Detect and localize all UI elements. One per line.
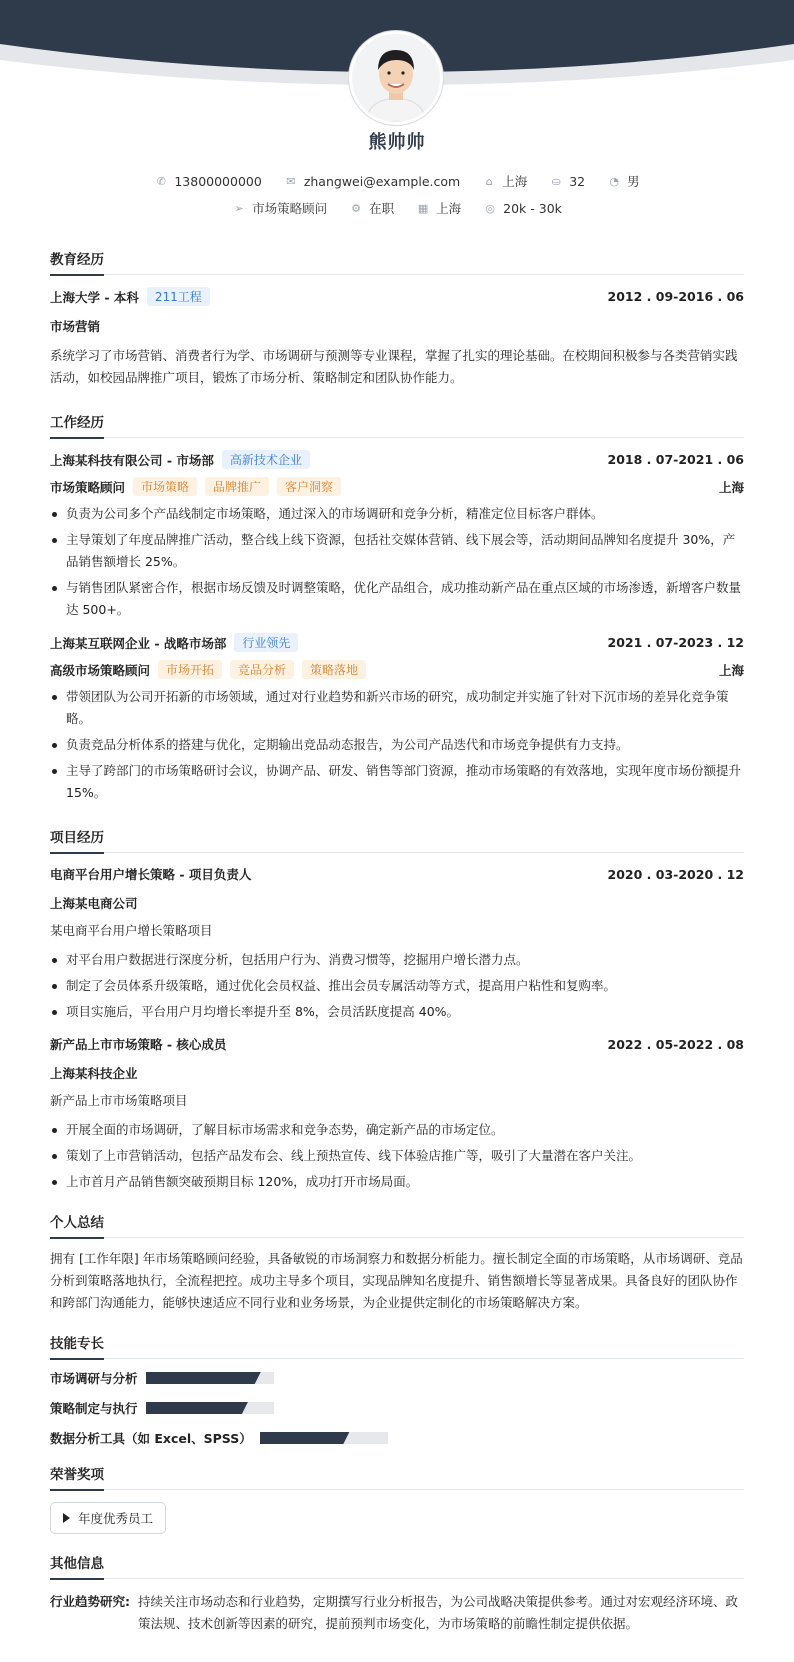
work-skill-tag: 市场策略 <box>133 477 197 496</box>
section-education: 教育经历 <box>50 248 744 275</box>
skill-item <box>50 1399 405 1417</box>
education-major: 市场营销 <box>50 319 101 334</box>
building-icon: ▦ <box>417 201 429 215</box>
work-period: 2021 . 07-2023 . 12 <box>607 635 744 650</box>
project-period: 2022 . 05-2022 . 08 <box>607 1036 744 1052</box>
skill-bar-fill <box>146 1372 261 1384</box>
other-key: 行业趋势研究: <box>50 1594 130 1609</box>
work-skill-tag: 客户洞察 <box>277 477 341 496</box>
section-skills: 技能专长 <box>50 1332 744 1359</box>
age-text: 32 <box>569 173 586 189</box>
skill-bar-fill <box>146 1402 248 1414</box>
resume-content <box>50 248 744 1635</box>
salary-text: 20k - 30k <box>503 200 562 216</box>
skill-name: 策略制定与执行 <box>50 1401 138 1416</box>
skill-bar <box>260 1432 388 1444</box>
avatar <box>349 31 443 125</box>
triangle-right-icon <box>63 1513 70 1523</box>
work-skill-tag: 市场开拓 <box>158 660 222 679</box>
salary-item <box>483 201 562 216</box>
list-item: 策划了上市营销活动，包括产品发布会、线上预热宣传、线下体验店推广等，吸引了大量潜在客户关注。 <box>50 1145 744 1167</box>
skill-item <box>50 1429 405 1447</box>
award-item[interactable] <box>50 1502 166 1534</box>
work-bullets <box>50 686 744 804</box>
home-icon: ⌂ <box>485 174 493 188</box>
send-icon: ➢ <box>234 201 244 215</box>
cake-icon: ⛀ <box>551 174 561 188</box>
list-item: 主导策划了年度品牌推广活动，整合线上线下资源，包括社交媒体营销、线下展会等，活动期间品牌知名度提升 30%，产品销售额增长 25%。 <box>50 529 744 573</box>
project-company: 上海某科技企业 <box>50 1066 138 1081</box>
skill-name: 数据分析工具（如 Excel、SPSS） <box>50 1431 252 1446</box>
list-item: 开展全面的市场调研，了解目标市场需求和竞争态势，确定新产品的市场定位。 <box>50 1119 744 1141</box>
education-tag: 211工程 <box>147 287 210 306</box>
phone-text: 13800000000 <box>174 173 262 189</box>
work-bullets <box>50 503 744 621</box>
city-text: 上海 <box>502 174 528 189</box>
gender-icon: ◔ <box>609 174 619 188</box>
project-name: 新产品上市市场策略 - 核心成员 <box>50 1037 227 1052</box>
skill-name: 市场调研与分析 <box>50 1371 138 1386</box>
work-city: 上海 <box>718 479 744 495</box>
gear-icon: ⚙ <box>351 201 362 215</box>
position-text: 市场策略顾问 <box>252 201 328 216</box>
target-city-item <box>416 199 461 217</box>
section-project: 项目经历 <box>50 826 744 853</box>
project-period: 2020 . 03-2020 . 12 <box>607 866 744 882</box>
project-company: 上海某电商公司 <box>50 896 138 911</box>
work-item <box>50 450 744 621</box>
education-header <box>50 287 744 306</box>
project-item <box>50 865 744 1023</box>
work-item <box>50 633 744 804</box>
education-school: 上海大学 - 本科 <box>50 289 139 305</box>
status-text: 在职 <box>369 201 395 216</box>
work-company-tag: 行业领先 <box>234 633 298 652</box>
gender-item <box>607 172 640 190</box>
section-other: 其他信息 <box>50 1552 744 1579</box>
skill-item <box>50 1369 405 1387</box>
list-item: 负责为公司多个产品线制定市场策略，通过深入的市场调研和竞争分析，精准定位目标客户群体。 <box>50 503 744 525</box>
project-item <box>50 1035 744 1193</box>
phone-item <box>154 174 261 189</box>
work-period: 2018 . 07-2021 . 06 <box>607 452 744 467</box>
skills-list <box>50 1369 744 1459</box>
education-desc: 系统学习了市场营销、消费者行为学、市场调研与预测等专业课程，掌握了扎实的理论基础。在校期间积极参与各类营销实践活动，如校园品牌推广项目，锻炼了市场分析、策略制定和团队协作能力。 <box>50 348 738 385</box>
age-item <box>549 174 585 189</box>
project-bullets <box>50 1119 744 1193</box>
city-item <box>482 172 527 190</box>
work-skill-tag: 品牌推广 <box>205 477 269 496</box>
award-name: 年度优秀员工 <box>78 1511 154 1526</box>
other-value: 持续关注市场动态和行业趋势，定期撰写行业分析报告，为公司战略决策提供参考。通过对宏观经济环境、政策法规、技术创新等因素的研究，提前预判市场变化，为市场策略的前瞻性制定提供依据。 <box>138 1594 739 1631</box>
work-company: 上海某科技有限公司 - 市场部 <box>50 452 214 468</box>
project-desc: 新产品上市市场策略项目 <box>50 1093 188 1108</box>
job-line <box>0 199 794 217</box>
email-text: zhangwei@example.com <box>303 173 461 189</box>
list-item: 带领团队为公司开拓新的市场领域，通过对行业趋势和新兴市场的研究，成功制定并实施了针对下沉市场的差异化竞争策略。 <box>50 686 744 730</box>
skill-bar-fill <box>260 1432 350 1444</box>
summary-text: 拥有 [工作年限] 年市场策略顾问经验，具备敏锐的市场洞察力和数据分析能力。擅长制定全面的市场策略，从市场调研、竞品分析到策略落地执行，全流程把控。成功主导多个项目，实现品牌知名度提升、销售额增长等显著成果。具备良好的团队协作和跨部门沟通能力，能够快速适应不同行业和业务场景，为企业提供定制化的市场策略解决方案。 <box>50 1251 743 1310</box>
status-item <box>349 199 394 217</box>
candidate-name: 熊帅帅 <box>368 132 426 153</box>
phone-icon: ✆ <box>156 174 166 188</box>
work-company-tag: 高新技术企业 <box>222 450 310 469</box>
section-summary: 个人总结 <box>50 1211 744 1238</box>
list-item: 制定了会员体系升级策略，通过优化会员权益、推出会员专属活动等方式，提高用户粘性和复购率。 <box>50 975 744 997</box>
email-item <box>284 174 460 189</box>
section-awards: 荣誉奖项 <box>50 1463 744 1490</box>
work-company: 上海某互联网企业 - 战略市场部 <box>50 635 227 651</box>
list-item: 上市首月产品销售额突破预期目标 120%，成功打开市场局面。 <box>50 1171 744 1193</box>
target-city-text: 上海 <box>436 201 462 216</box>
mail-icon: ✉ <box>286 174 296 188</box>
contact-line <box>0 172 794 190</box>
position-item <box>232 199 327 217</box>
list-item: 对平台用户数据进行深度分析，包括用户行为、消费习惯等，挖掘用户增长潜力点。 <box>50 949 744 971</box>
list-item: 与销售团队紧密合作，根据市场反馈及时调整策略，优化产品组合，成功推动新产品在重点区域的市场渗透，新增客户数量达 500+。 <box>50 577 744 621</box>
coin-icon: ◎ <box>485 201 495 215</box>
list-item: 负责竞品分析体系的搭建与优化，定期输出竞品动态报告，为公司产品迭代和市场竞争提供有力支持。 <box>50 734 744 756</box>
work-skill-tag: 策略落地 <box>302 660 366 679</box>
project-desc: 某电商平台用户增长策略项目 <box>50 923 213 938</box>
list-item: 项目实施后，平台用户月均增长率提升至 8%，会员活跃度提高 40%。 <box>50 1001 744 1023</box>
section-work: 工作经历 <box>50 411 744 438</box>
education-period: 2012 . 09-2016 . 06 <box>607 289 744 304</box>
project-name: 电商平台用户增长策略 - 项目负责人 <box>50 867 252 882</box>
list-item: 主导了跨部门的市场策略研讨会议，协调产品、研发、销售等部门资源，推动市场策略的有效落地，实现年度市场份额提升 15%。 <box>50 760 744 804</box>
skill-bar <box>146 1402 274 1414</box>
work-title: 高级市场策略顾问 <box>50 662 151 678</box>
work-city: 上海 <box>718 662 744 678</box>
work-title: 市场策略顾问 <box>50 479 126 495</box>
gender-text: 男 <box>627 174 640 189</box>
project-bullets <box>50 949 744 1023</box>
other-info <box>50 1591 744 1635</box>
skill-bar <box>146 1372 274 1384</box>
work-skill-tag: 竞品分析 <box>230 660 294 679</box>
